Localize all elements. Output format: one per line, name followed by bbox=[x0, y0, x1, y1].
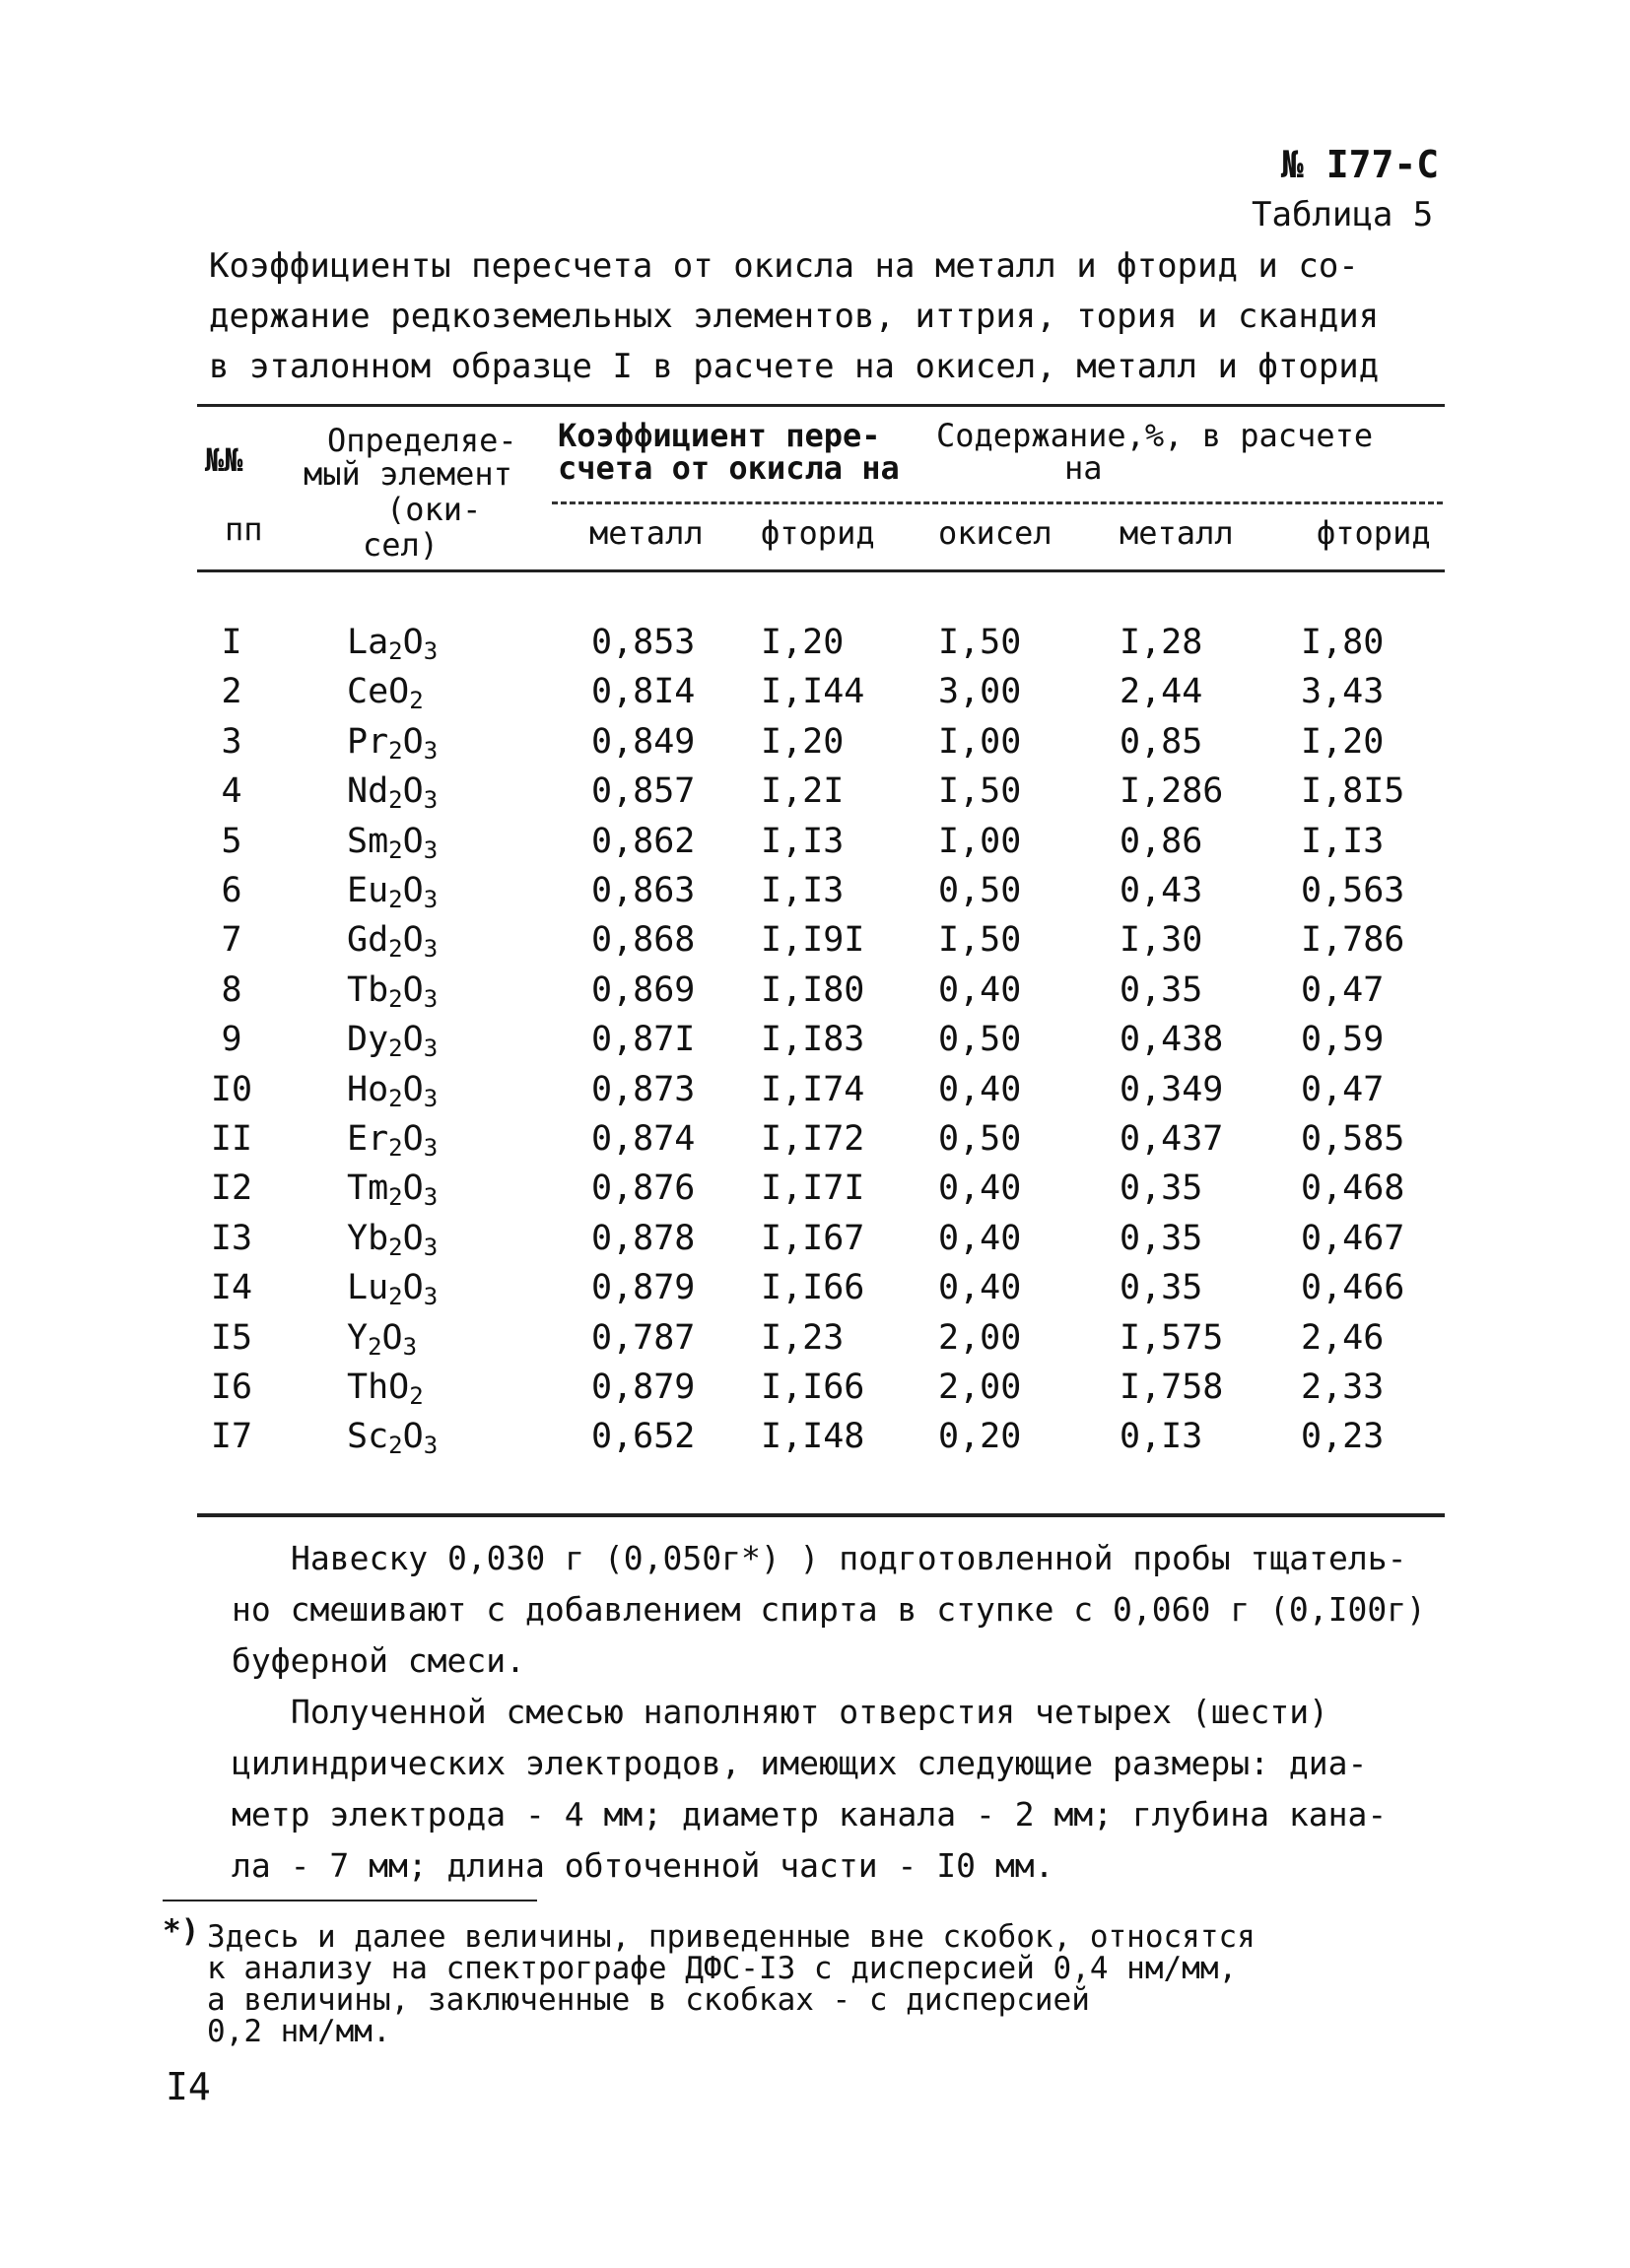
formula-symbol: O bbox=[388, 672, 410, 711]
header-no-2: пп bbox=[225, 510, 263, 548]
oxide-formula bbox=[347, 1070, 438, 1112]
paragraph-line: метр электрода - 4 мм; диаметр канала - 2 мм; глубина кана- bbox=[232, 1795, 1388, 1834]
formula-subscript: 2 bbox=[409, 687, 424, 714]
content-oxide: 0,40 bbox=[938, 1070, 1022, 1109]
coef-metal: 0,868 bbox=[591, 920, 696, 960]
content-fluoride: 0,47 bbox=[1301, 970, 1385, 1010]
header-content-2: на bbox=[1064, 449, 1103, 487]
formula-subscript: 2 bbox=[388, 737, 403, 765]
formula-subscript: 3 bbox=[423, 1034, 439, 1062]
formula-subscript: 2 bbox=[388, 1234, 403, 1261]
content-oxide: 3,00 bbox=[938, 672, 1022, 711]
caption-line: держание редкоземельных элементов, иттрия, тория и скандия bbox=[209, 297, 1380, 336]
formula-symbol: La bbox=[347, 623, 389, 662]
content-fluoride: 0,59 bbox=[1301, 1020, 1385, 1059]
formula-symbol: O bbox=[402, 1020, 424, 1059]
formula-symbol: Nd bbox=[347, 771, 389, 811]
formula-subscript: 3 bbox=[423, 1283, 439, 1310]
formula-symbol: Sm bbox=[347, 822, 389, 861]
content-oxide: I,50 bbox=[938, 920, 1022, 960]
paragraph-line: цилиндрических электродов, имеющих следующие размеры: диа- bbox=[232, 1744, 1368, 1782]
formula-subscript: 3 bbox=[423, 1183, 439, 1211]
content-oxide: 2,00 bbox=[938, 1318, 1022, 1358]
content-metal: I,28 bbox=[1120, 623, 1203, 662]
paragraph-line: но смешивают с добавлением спирта в ступке с 0,060 г (0,I00г) bbox=[232, 1590, 1426, 1629]
content-metal: 0,86 bbox=[1120, 822, 1203, 861]
formula-symbol: Eu bbox=[347, 871, 389, 910]
coef-metal: 0,87I bbox=[591, 1020, 696, 1059]
subheader-metal-content: металл bbox=[1120, 514, 1234, 552]
table-top-rule bbox=[197, 404, 1445, 407]
content-oxide: 0,50 bbox=[938, 871, 1022, 910]
formula-subscript: 3 bbox=[423, 1234, 439, 1261]
table-label: Таблица 5 bbox=[1252, 195, 1434, 234]
content-metal: 0,438 bbox=[1120, 1020, 1224, 1059]
content-metal: 0,35 bbox=[1120, 970, 1203, 1010]
content-oxide: 0,20 bbox=[938, 1417, 1022, 1456]
subheader-fluoride: фторид bbox=[761, 514, 875, 552]
document-number: № I77-С bbox=[1281, 143, 1440, 186]
content-fluoride: 0,467 bbox=[1301, 1219, 1405, 1258]
header-element-3: (оки- bbox=[386, 491, 482, 528]
content-fluoride: 0,466 bbox=[1301, 1268, 1405, 1307]
content-metal: I,30 bbox=[1120, 920, 1203, 960]
table-caption bbox=[209, 241, 1431, 392]
header-dashed-rule bbox=[552, 501, 1443, 504]
content-fluoride: 2,46 bbox=[1301, 1318, 1385, 1358]
content-metal: 0,43 bbox=[1120, 871, 1203, 910]
formula-subscript: 2 bbox=[388, 935, 403, 963]
content-oxide: I,00 bbox=[938, 722, 1022, 762]
oxide-formula bbox=[347, 871, 438, 913]
formula-symbol: O bbox=[402, 1219, 424, 1258]
oxide-formula bbox=[347, 822, 438, 864]
paragraph-line: Навеску 0,030 г (0,050г*) ) подготовленной пробы тщатель- bbox=[291, 1539, 1407, 1577]
formula-subscript: 2 bbox=[388, 886, 403, 913]
coef-metal: 0,8I4 bbox=[591, 672, 696, 711]
header-no: №№ bbox=[205, 441, 243, 479]
formula-subscript: 3 bbox=[402, 1333, 418, 1361]
formula-symbol: O bbox=[402, 623, 424, 662]
content-oxide: 0,40 bbox=[938, 970, 1022, 1010]
formula-subscript: 3 bbox=[423, 1085, 439, 1112]
content-fluoride: I,786 bbox=[1301, 920, 1405, 960]
coef-fluoride: I,I80 bbox=[761, 970, 865, 1010]
table-bottom-rule bbox=[197, 1513, 1445, 1517]
formula-symbol: Th bbox=[347, 1367, 389, 1407]
oxide-formula bbox=[347, 771, 438, 814]
oxide-formula bbox=[347, 1367, 424, 1410]
row-number: 2 bbox=[221, 672, 242, 711]
row-number: I4 bbox=[210, 1268, 253, 1307]
formula-subscript: 3 bbox=[423, 886, 439, 913]
content-metal: 0,35 bbox=[1120, 1168, 1203, 1208]
footnote-line: к анализу на спектрографе ДФС-I3 с дисперсией 0,4 нм/мм, bbox=[207, 1951, 1238, 1986]
content-fluoride: 3,43 bbox=[1301, 672, 1385, 711]
content-metal: 0,85 bbox=[1120, 722, 1203, 762]
coef-metal: 0,876 bbox=[591, 1168, 696, 1208]
row-number: 9 bbox=[221, 1020, 242, 1059]
oxide-formula bbox=[347, 672, 424, 714]
footnote bbox=[207, 1921, 1256, 2047]
formula-subscript: 2 bbox=[388, 836, 403, 864]
coef-fluoride: I,I3 bbox=[761, 871, 845, 910]
page-number: I4 bbox=[166, 2065, 211, 2108]
paragraph-line: буферной смеси. bbox=[232, 1641, 526, 1680]
coef-fluoride: I,I66 bbox=[761, 1268, 865, 1307]
footnote-line: а величины, заключенные в скобках - с дисперсией bbox=[207, 1982, 1090, 2018]
content-oxide: 2,00 bbox=[938, 1367, 1022, 1407]
coef-metal: 0,878 bbox=[591, 1219, 696, 1258]
content-metal: I,575 bbox=[1120, 1318, 1224, 1358]
formula-symbol: O bbox=[402, 871, 424, 910]
oxide-formula bbox=[347, 1119, 438, 1162]
coef-fluoride: I,I44 bbox=[761, 672, 865, 711]
formula-subscript: 3 bbox=[423, 985, 439, 1013]
coef-metal: 0,849 bbox=[591, 722, 696, 762]
header-bottom-rule bbox=[197, 569, 1445, 572]
coef-fluoride: I,I83 bbox=[761, 1020, 865, 1059]
content-fluoride: I,8I5 bbox=[1301, 771, 1405, 811]
coef-metal: 0,863 bbox=[591, 871, 696, 910]
formula-subscript: 2 bbox=[388, 786, 403, 814]
content-oxide: 0,40 bbox=[938, 1168, 1022, 1208]
coef-metal: 0,857 bbox=[591, 771, 696, 811]
content-fluoride: I,80 bbox=[1301, 623, 1385, 662]
header-element-4: сел) bbox=[363, 526, 440, 564]
content-oxide: I,00 bbox=[938, 822, 1022, 861]
oxide-formula bbox=[347, 1020, 438, 1062]
coef-fluoride: I,20 bbox=[761, 722, 845, 762]
formula-symbol: Tb bbox=[347, 970, 389, 1010]
coef-fluoride: I,23 bbox=[761, 1318, 845, 1358]
content-fluoride: 0,563 bbox=[1301, 871, 1405, 910]
content-oxide: 0,50 bbox=[938, 1020, 1022, 1059]
coef-fluoride: I,I48 bbox=[761, 1417, 865, 1456]
row-number: 3 bbox=[221, 722, 242, 762]
header-coef: Коэффициент пере- bbox=[558, 417, 881, 454]
row-number: I0 bbox=[210, 1070, 253, 1109]
oxide-formula bbox=[347, 722, 438, 765]
formula-subscript: 2 bbox=[388, 1085, 403, 1112]
header-content: Содержание,%, в расчете bbox=[936, 417, 1374, 454]
row-number: 4 bbox=[221, 771, 242, 811]
formula-symbol: Lu bbox=[347, 1268, 389, 1307]
subheader-fluoride-content: фторид bbox=[1317, 514, 1431, 552]
formula-subscript: 3 bbox=[423, 786, 439, 814]
footnote-marker: *) bbox=[163, 1913, 200, 1949]
formula-symbol: Ho bbox=[347, 1070, 389, 1109]
formula-symbol: O bbox=[402, 1070, 424, 1109]
paragraph-1 bbox=[232, 1533, 1426, 1687]
content-metal: I,758 bbox=[1120, 1367, 1224, 1407]
footnote-separator bbox=[163, 1900, 537, 1901]
formula-symbol: O bbox=[402, 1168, 424, 1208]
oxide-formula bbox=[347, 1268, 438, 1310]
row-number: 5 bbox=[221, 822, 242, 861]
coef-metal: 0,652 bbox=[591, 1417, 696, 1456]
oxide-formula bbox=[347, 1219, 438, 1261]
paragraph-2 bbox=[232, 1687, 1387, 1892]
subheader-metal: металл bbox=[589, 514, 704, 552]
coef-metal: 0,879 bbox=[591, 1268, 696, 1307]
formula-subscript: 2 bbox=[388, 1134, 403, 1162]
coef-metal: 0,862 bbox=[591, 822, 696, 861]
formula-symbol: Y bbox=[347, 1318, 369, 1358]
coef-metal: 0,853 bbox=[591, 623, 696, 662]
coef-fluoride: I,I9I bbox=[761, 920, 865, 960]
formula-subscript: 2 bbox=[388, 1034, 403, 1062]
content-fluoride: 2,33 bbox=[1301, 1367, 1385, 1407]
coef-fluoride: I,I67 bbox=[761, 1219, 865, 1258]
coef-fluoride: I,I72 bbox=[761, 1119, 865, 1159]
row-number: I bbox=[221, 623, 242, 662]
formula-symbol: Dy bbox=[347, 1020, 389, 1059]
formula-symbol: Yb bbox=[347, 1219, 389, 1258]
coef-fluoride: I,I3 bbox=[761, 822, 845, 861]
oxide-formula bbox=[347, 920, 438, 963]
formula-subscript: 2 bbox=[388, 1432, 403, 1459]
formula-symbol: Gd bbox=[347, 920, 389, 960]
oxide-formula bbox=[347, 1417, 438, 1459]
coef-metal: 0,879 bbox=[591, 1367, 696, 1407]
formula-symbol: O bbox=[402, 822, 424, 861]
content-fluoride: 0,468 bbox=[1301, 1168, 1405, 1208]
oxide-formula bbox=[347, 1318, 417, 1361]
caption-line: в эталонном образце I в расчете на окисел, металл и фторид bbox=[209, 347, 1380, 386]
formula-symbol: Ce bbox=[347, 672, 389, 711]
row-number: 8 bbox=[221, 970, 242, 1010]
oxide-formula bbox=[347, 970, 438, 1013]
formula-symbol: O bbox=[402, 920, 424, 960]
coef-metal: 0,874 bbox=[591, 1119, 696, 1159]
paragraph-line: Полученной смесью наполняют отверстия четырех (шести) bbox=[291, 1693, 1328, 1731]
content-oxide: I,50 bbox=[938, 771, 1022, 811]
row-number: 7 bbox=[221, 920, 242, 960]
content-metal: 0,437 bbox=[1120, 1119, 1224, 1159]
formula-subscript: 2 bbox=[409, 1382, 424, 1410]
formula-subscript: 3 bbox=[423, 935, 439, 963]
formula-symbol: O bbox=[402, 722, 424, 762]
formula-subscript: 2 bbox=[388, 1183, 403, 1211]
row-number: I5 bbox=[210, 1318, 253, 1358]
row-number: I6 bbox=[210, 1367, 253, 1407]
row-number: 6 bbox=[221, 871, 242, 910]
formula-subscript: 3 bbox=[423, 637, 439, 665]
formula-symbol: Sc bbox=[347, 1417, 389, 1456]
formula-symbol: O bbox=[402, 1417, 424, 1456]
content-metal: 0,35 bbox=[1120, 1268, 1203, 1307]
formula-subscript: 2 bbox=[388, 637, 403, 665]
content-metal: 0,35 bbox=[1120, 1219, 1203, 1258]
row-number: II bbox=[210, 1119, 253, 1159]
formula-symbol: O bbox=[402, 771, 424, 811]
content-metal: 0,349 bbox=[1120, 1070, 1224, 1109]
coef-metal: 0,787 bbox=[591, 1318, 696, 1358]
coef-fluoride: I,2I bbox=[761, 771, 845, 811]
coef-fluoride: I,I66 bbox=[761, 1367, 865, 1407]
footnote-line: 0,2 нм/мм. bbox=[207, 2014, 391, 2049]
header-coef-2: счета от окисла на bbox=[558, 449, 900, 487]
row-number: I3 bbox=[210, 1219, 253, 1258]
formula-subscript: 2 bbox=[388, 985, 403, 1013]
coef-fluoride: I,I7I bbox=[761, 1168, 865, 1208]
caption-line: Коэффициенты пересчета от окисла на металл и фторид и со- bbox=[209, 246, 1359, 286]
coef-metal: 0,869 bbox=[591, 970, 696, 1010]
content-metal: 0,I3 bbox=[1120, 1417, 1203, 1456]
header-element: Определяе- bbox=[327, 422, 517, 459]
formula-symbol: O bbox=[402, 1268, 424, 1307]
formula-subscript: 2 bbox=[368, 1333, 382, 1361]
content-oxide: 0,40 bbox=[938, 1219, 1022, 1258]
content-fluoride: 0,47 bbox=[1301, 1070, 1385, 1109]
row-number: I7 bbox=[210, 1417, 253, 1456]
content-oxide: I,50 bbox=[938, 623, 1022, 662]
formula-symbol: Pr bbox=[347, 722, 389, 762]
oxide-formula bbox=[347, 623, 438, 665]
formula-subscript: 3 bbox=[423, 836, 439, 864]
formula-subscript: 3 bbox=[423, 1134, 439, 1162]
content-fluoride: 0,23 bbox=[1301, 1417, 1385, 1456]
formula-symbol: O bbox=[402, 970, 424, 1010]
coef-fluoride: I,I74 bbox=[761, 1070, 865, 1109]
row-number: I2 bbox=[210, 1168, 253, 1208]
formula-subscript: 3 bbox=[423, 737, 439, 765]
formula-symbol: Tm bbox=[347, 1168, 389, 1208]
oxide-formula bbox=[347, 1168, 438, 1211]
coef-fluoride: I,20 bbox=[761, 623, 845, 662]
content-fluoride: I,I3 bbox=[1301, 822, 1385, 861]
header-element-2: мый элемент bbox=[304, 455, 512, 493]
content-oxide: 0,40 bbox=[938, 1268, 1022, 1307]
content-metal: I,286 bbox=[1120, 771, 1224, 811]
content-fluoride: 0,585 bbox=[1301, 1119, 1405, 1159]
formula-subscript: 3 bbox=[423, 1432, 439, 1459]
formula-symbol: Er bbox=[347, 1119, 389, 1159]
footnote-line: Здесь и далее величины, приведенные вне скобок, относятся bbox=[207, 1919, 1256, 1955]
formula-symbol: O bbox=[388, 1367, 410, 1407]
content-oxide: 0,50 bbox=[938, 1119, 1022, 1159]
content-metal: 2,44 bbox=[1120, 672, 1203, 711]
paragraph-line: ла - 7 мм; длина обточенной части - I0 мм. bbox=[232, 1846, 1054, 1885]
formula-symbol: O bbox=[381, 1318, 403, 1358]
subheader-oxide: окисел bbox=[938, 514, 1053, 552]
formula-subscript: 2 bbox=[388, 1283, 403, 1310]
formula-symbol: O bbox=[402, 1119, 424, 1159]
content-fluoride: I,20 bbox=[1301, 722, 1385, 762]
coef-metal: 0,873 bbox=[591, 1070, 696, 1109]
